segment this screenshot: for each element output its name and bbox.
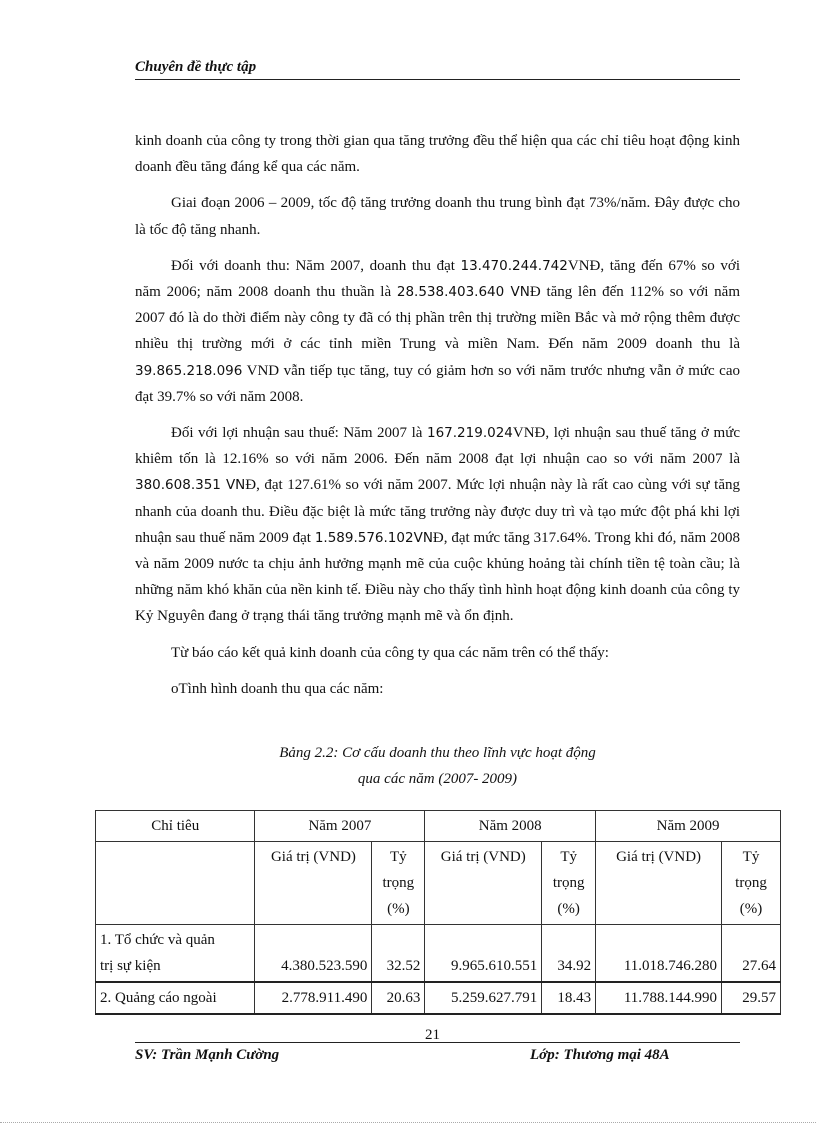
cell-share-2009: 27.64 <box>722 925 781 983</box>
table-caption-line1: Bảng 2.2: Cơ cấu doanh thu theo lĩnh vực hoạt động <box>279 745 596 761</box>
header-title: Chuyên đề thực tập <box>135 59 257 75</box>
table-row <box>96 925 781 983</box>
paragraph-intro: kinh doanh của công ty trong thời gian qua tăng trưởng đều thể hiện qua các chỉ tiêu hoạt động kinh doanh đều tăng đáng kể qua các năm. <box>135 133 740 176</box>
revenue-text-a: Đối với doanh thu: Năm 2007, doanh thu đạt <box>171 257 461 274</box>
row-label: 1. Tổ chức và quản trị sự kiện <box>96 925 255 983</box>
footer-student: SV: Trần Mạnh Cường <box>135 1047 280 1063</box>
header-year-2008: Năm 2008 <box>425 811 596 842</box>
paragraph-growth: Giai đoạn 2006 – 2009, tốc độ tăng trưởng doanh thu trung bình đạt 73%/năm. Đây được cho là tốc độ tăng nhanh. <box>135 195 740 238</box>
paragraph-summary: Từ báo cáo kết quả kinh doanh của công ty qua các năm trên có thể thấy: <box>171 644 609 661</box>
footer-page-number: 21 <box>425 1027 440 1043</box>
table-subheader-row <box>96 842 781 925</box>
subheader-share-2009: Tỷ trọng (%) <box>722 842 781 925</box>
revenue-2009-value: 39.865.218.096 <box>135 362 243 379</box>
cell-value-2009: 11.788.144.990 <box>596 982 722 1014</box>
table-header-row <box>96 811 781 842</box>
cell-value-2008: 9.965.610.551 <box>425 925 542 983</box>
profit-text-c: Đ, đạt 127.61% so với năm 2007. Mức lợi nhuận này là rất cao cùng với sự tăng nhanh của doanh thu. Điều đặc biệt là mức tăng trưởng này được duy trì và tạo mức đột phá khi lợi nhuận sau thuế năm 2009 đạt <box>135 477 740 546</box>
page-footer <box>135 1027 740 1069</box>
cell-share-2008: 34.92 <box>542 925 596 983</box>
subheader-value-2007: Giá trị (VND) <box>255 842 372 925</box>
header-year-2009: Năm 2009 <box>596 811 781 842</box>
cell-share-2008: 18.43 <box>542 982 596 1014</box>
body-text <box>135 128 740 712</box>
table-caption-line2: qua các năm (2007- 2009) <box>357 771 518 787</box>
cell-value-2007: 4.380.523.590 <box>255 925 372 983</box>
header-year-2007: Năm 2007 <box>255 811 425 842</box>
page-header <box>135 55 740 80</box>
cell-share-2009: 29.57 <box>722 982 781 1014</box>
revenue-2007-value: 13.470.244.742 <box>460 257 568 274</box>
profit-2007-value: 167.219.024 <box>427 425 513 442</box>
subheader-share-2007: Tỷ trọng (%) <box>372 842 425 925</box>
paragraph-revenue <box>135 253 740 410</box>
profit-2008-value: 380.608.351 VN <box>135 477 246 494</box>
profit-text-a: Đối với lợi nhuận sau thuế: Năm 2007 là <box>171 425 427 442</box>
cell-share-2007: 20.63 <box>372 982 425 1014</box>
paragraph-profit <box>135 420 740 630</box>
profit-text-b: VNĐ, lợi nhuận sau thuế tăng ở mức khiêm tốn là 12.16% so với năm 2006. Đến năm 2008 đạt lợi nhuận cao so với năm 2007 là <box>135 425 740 468</box>
footer-class: Lớp: Thương mại 48A <box>530 1047 670 1063</box>
revenue-structure-table <box>95 810 781 1015</box>
profit-2009-value: 1.589.576.102VN <box>314 529 433 546</box>
subheader-value-2009: Giá trị (VND) <box>596 842 722 925</box>
cell-share-2007: 32.52 <box>372 925 425 983</box>
bullet-revenue-trend: oTình hình doanh thu qua các năm: <box>171 680 384 697</box>
revenue-2008-value: 28.538.403.640 VN <box>396 284 530 301</box>
header-chitieu: Chỉ tiêu <box>96 811 255 842</box>
row-label: 2. Quảng cáo ngoài <box>96 982 255 1014</box>
table-row <box>96 982 781 1014</box>
profit-text-d: Đ, đạt mức tăng 317.64%. Trong khi đó, năm 2008 và năm 2009 nước ta chịu ảnh hưởng mạnh mẽ của cuộc khủng hoảng tài chính tiền tệ toàn cầu; là những năm khó khăn của nền kinh tế. Điều này cho thấy tình hình hoạt động kinh doanh của công ty Kỷ Nguyên đang ở trạng thái tăng trưởng mạnh mẽ và ổn định. <box>135 529 740 625</box>
subheader-share-2008: Tỷ trọng (%) <box>542 842 596 925</box>
revenue-text-b: VNĐ, tăng đến 67% so với năm 2006; năm 2008 doanh thu thuần là <box>135 257 740 301</box>
subheader-empty <box>96 842 255 925</box>
revenue-text-d: VND vẫn tiếp tục tăng, tuy có giảm hơn so với năm trước nhưng vẫn ở mức cao đạt 39.7% so với năm 2008. <box>135 362 740 405</box>
cell-value-2007: 2.778.911.490 <box>255 982 372 1014</box>
subheader-value-2008: Giá trị (VND) <box>425 842 542 925</box>
cell-value-2009: 11.018.746.280 <box>596 925 722 983</box>
revenue-text-c: Đ tăng lên đến 112% so với năm 2007 đó là do thời điểm này công ty đã có thị phần trên thị trường miền Bắc và mở rộng thêm được nhiều thị trường mới ở các tỉnh miền Trung và miền Nam. Đến năm 2009 doanh thu là <box>135 284 741 353</box>
cell-value-2008: 5.259.627.791 <box>425 982 542 1014</box>
